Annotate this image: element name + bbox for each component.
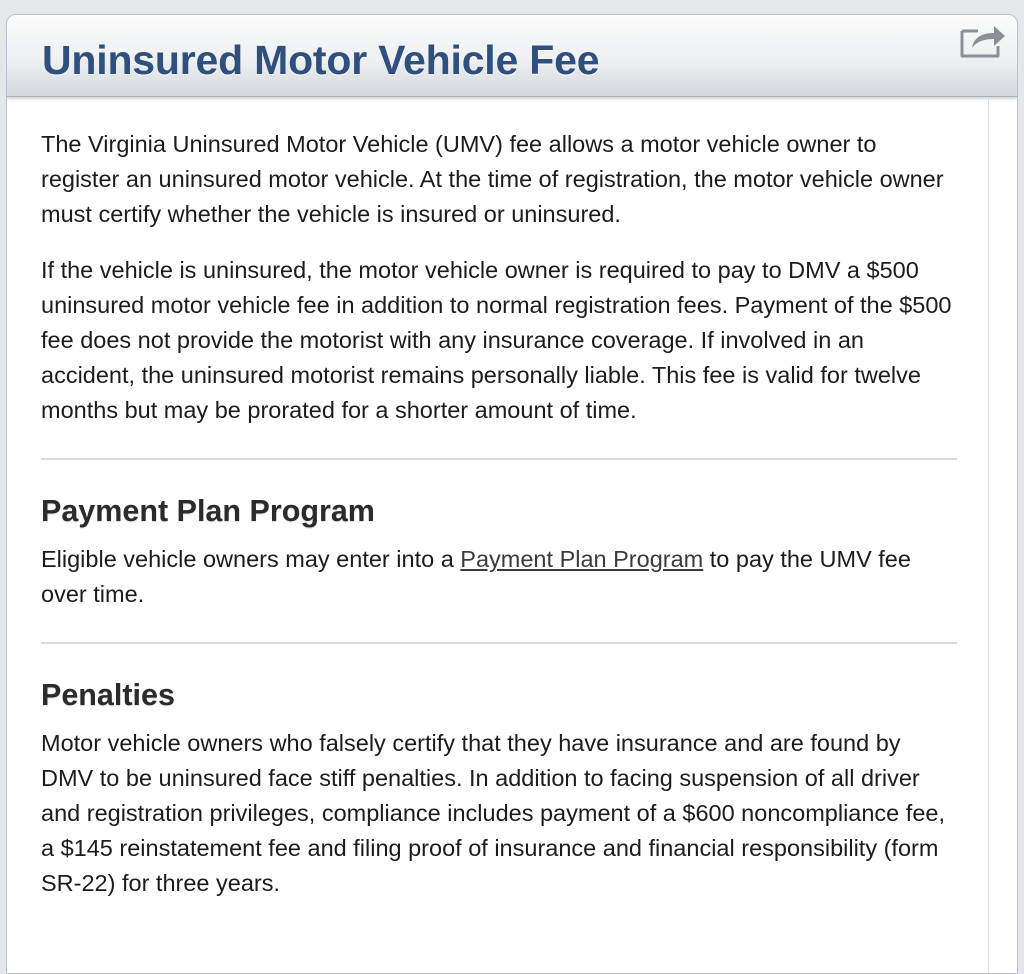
payment-plan-text-after: to pay the UMV fee over time.: [41, 546, 911, 607]
section-divider: [41, 642, 957, 644]
penalties-paragraph: Motor vehicle owners who falsely certify that they have insurance and are found by DMV to be uninsured face stiff penalties. In addition to facing suspension of all driver and registration privileges, compliance includes payment of a $600 noncompliance fee, a $145 reinstatement fee and filing proof of insurance and financial responsibility (form SR-22) for three years.: [41, 730, 945, 896]
main-content: [41, 127, 957, 922]
payment-plan-link[interactable]: Payment Plan Program: [460, 546, 704, 572]
intro-paragraph-1: The Virginia Uninsured Motor Vehicle (UMV) fee allows a motor vehicle owner to register an uninsured motor vehicle. At the time of registration, the motor vehicle owner must certify whether the vehicle is insured or uninsured.: [41, 131, 944, 227]
intro-paragraph-2: If the vehicle is uninsured, the motor vehicle owner is required to pay to DMV a $500 uninsured motor vehicle fee in addition to normal registration fees. Payment of the $500 fee does not provide the motorist with any insurance coverage. If involved in an accident, the uninsured motorist remains personally liable. This fee is valid for twelve months but may be prorated for a shorter amount of time.: [41, 257, 952, 423]
page-title: Uninsured Motor Vehicle Fee: [42, 37, 600, 83]
penalties-heading: Penalties: [41, 678, 175, 712]
share-button[interactable]: [955, 19, 1011, 63]
section-divider: [41, 458, 957, 460]
right-rail: [988, 98, 989, 973]
share-icon: [958, 22, 1008, 60]
page-header: [7, 15, 1017, 97]
payment-plan-heading: Payment Plan Program: [41, 494, 375, 528]
page-panel: [6, 14, 1018, 974]
payment-plan-paragraph: [41, 542, 957, 612]
payment-plan-text-before: Eligible vehicle owners may enter into a: [41, 546, 461, 572]
